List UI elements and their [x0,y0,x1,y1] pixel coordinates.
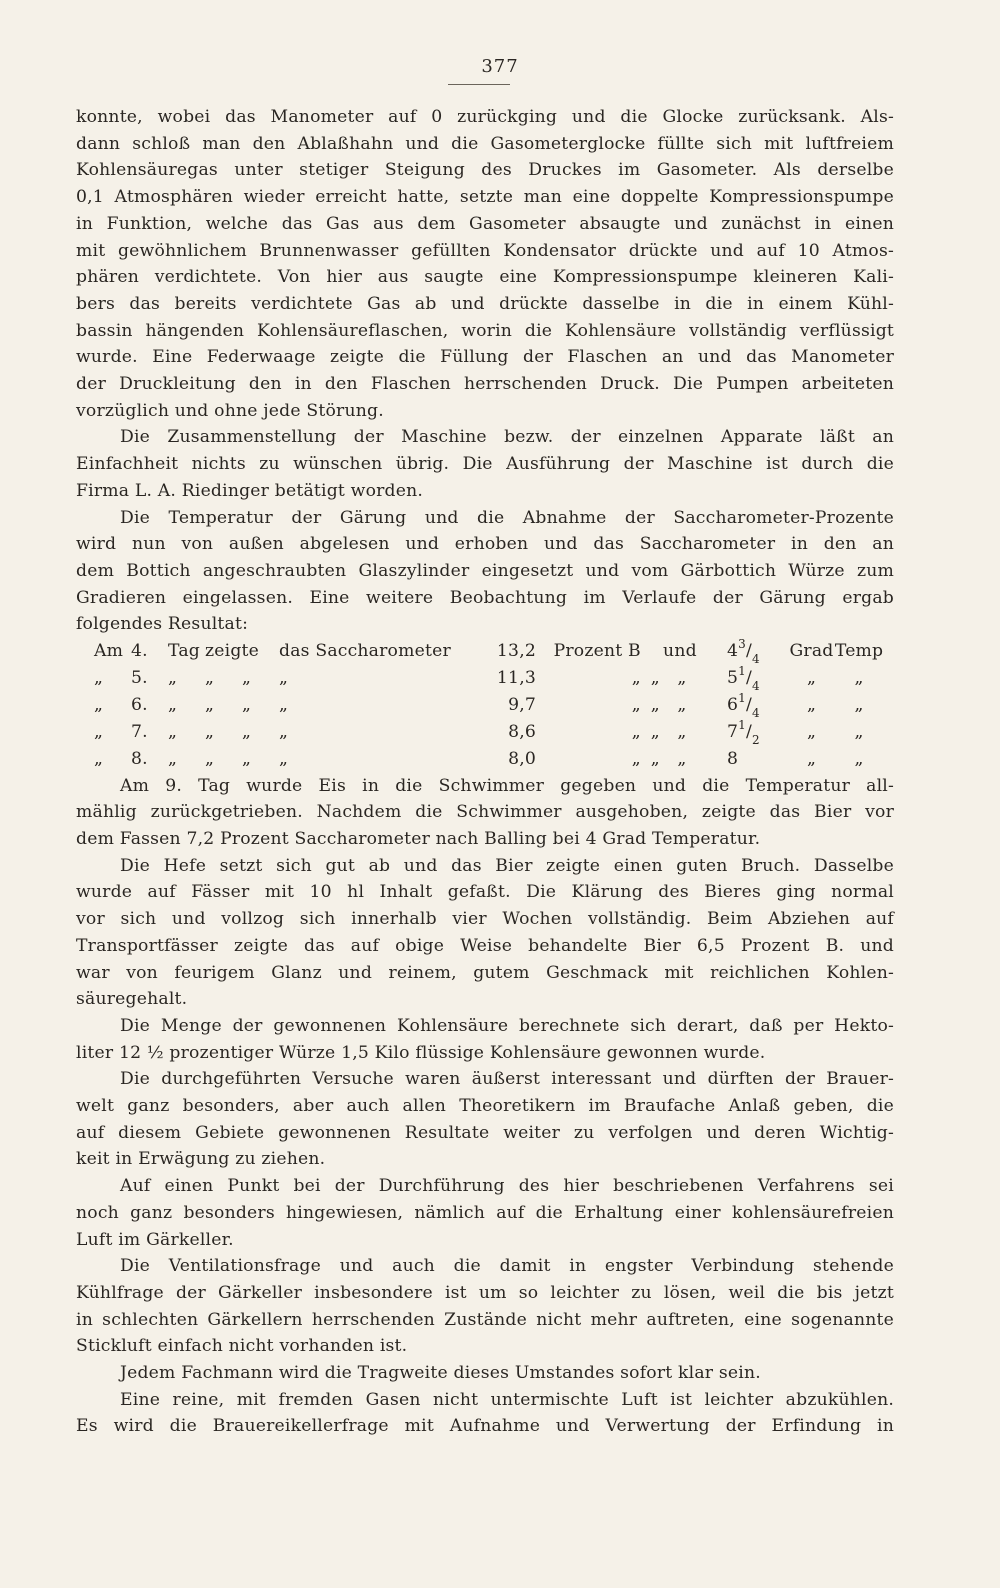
cell-value: 8,0 [508,748,536,769]
ditto-mark: „ [279,694,289,715]
ditto-mark: „ [677,694,687,715]
ditto-mark: „ [650,721,660,742]
text-line: wurde auf Fässer mit 10 hl Inhalt gefaßt. Die Klärung des Bieres ging normal [76,882,894,903]
table-row [94,665,884,692]
text-line: wird nun von außen abgelesen und erhoben und das Saccharometer in den an [76,534,894,555]
text-line: Jedem Fachmann wird die Tragweite dieses Umstandes sofort klar sein. [120,1363,761,1384]
cell-day: 8. [131,748,148,769]
cell-value: 9,7 [508,694,536,715]
paragraph-3 [76,505,894,639]
ditto-mark: „ [242,748,252,769]
text-line: Eine reine, mit fremden Gasen nicht untermischte Luft ist leichter abzukühlen. [120,1389,894,1410]
cell-das-saccharometer [279,638,474,665]
text-line: vorzüglich und ohne jede Störung. [76,400,384,421]
text-line: 0,1 Atmosphären wieder erreicht hatte, setzte man eine doppelte Kompressionspumpe [76,187,894,208]
paragraph-4 [76,773,894,853]
ditto-mark: „ [242,721,252,742]
paragraph-2 [76,424,894,504]
cell-temp: $7^1/2$ [726,717,760,747]
text-line: konnte, wobei das Manometer auf 0 zurückging und die Glocke zurücksank. Als- [76,107,894,127]
ditto-mark: „ [806,748,817,769]
text-line: dem Bottich angeschraubten Glaszylinder eingesetzt und vom Gärbottich Würze zum [76,560,894,581]
page-number-rule [448,84,510,85]
cell-temp: $4^3/4$ [726,637,760,666]
ditto-mark: „ [279,667,289,688]
ditto-mark: „ [205,748,215,769]
cell-temp: $5^1/4$ [726,663,760,693]
ditto-mark: „ [205,721,215,742]
text-line: Die Ventilationsfrage und auch die damit in engster Verbindung stehende [120,1256,894,1277]
cell-b: B [628,641,641,662]
text-line: Auf einen Punkt bei der Durchführung des hier beschriebenen Verfahrens sei [120,1176,894,1197]
cell-value: 8,6 [508,721,536,742]
table-row [94,719,884,746]
text-line: säuregehalt. [76,989,188,1010]
text-line: Die Menge der gewonnenen Kohlensäure berechnete sich derart, daß per Hekto- [120,1015,894,1036]
text-line: in schlechten Gärkellern herrschenden Zustände nicht mehr auftreten, eine sogenannte [76,1309,894,1330]
ditto-mark: „ [854,667,864,688]
ditto-mark: „ [94,721,104,742]
paragraph-9 [76,1253,894,1360]
ditto-mark: „ [806,694,817,715]
cell-day: 7. [131,721,148,742]
ditto-mark: „ [631,694,641,715]
text-line: folgendes Resultat: [76,614,249,635]
text-line: der Druckleitung den in den Flaschen herrschenden Druck. Die Pumpen arbeiteten [76,374,894,395]
text-line: liter 12 ½ prozentiger Würze 1,5 Kilo flüssige Kohlensäure gewonnen wurde. [76,1042,766,1063]
text-line: Kühlfrage der Gärkeller insbesondere ist um so leichter zu lösen, weil die bis jetzt [76,1282,894,1303]
text-line: phären verdichtete. Von hier aus saugte eine Kompressionspumpe kleineren Kali- [76,267,894,288]
page-number: 377 [481,56,519,77]
paragraph-10 [76,1360,894,1387]
text-line: Gradieren eingelassen. Eine weitere Beobachtung im Verlaufe der Gärung ergab [76,587,894,608]
text-line: Kohlensäuregas unter stetiger Steigung des Druckes im Gasometer. Als derselbe [76,160,894,181]
ditto-mark: „ [631,721,641,742]
ditto-mark: „ [677,667,687,688]
ditto-mark: „ [854,694,864,715]
cell-temp: $6^1/4$ [726,690,760,720]
cell-day: 5. [131,667,148,688]
text-line: Es wird die Brauereikellerfrage mit Aufnahme und Verwertung der Erfindung in [76,1416,894,1437]
cell-zeigte: zeigte [205,641,260,662]
text-line: vor sich und vollzog sich innerhalb vier Wochen vollständig. Beim Abziehen auf [76,909,894,930]
text-line: mit gewöhnlichem Brunnenwasser gefüllten Kondensator drückte und auf 10 Atmos- [76,240,894,261]
text-line: mählig zurückgetrieben. Nachdem die Schwimmer ausgehoben, zeigte das Bier vor [76,802,894,823]
paragraph-11 [76,1387,894,1440]
text-line: war von feurigem Glanz und reinem, gutem Geschmack mit reichlichen Kohlen- [76,962,894,983]
cell-das: das [279,641,310,662]
table-row [94,638,884,665]
ditto-mark: „ [631,667,641,688]
cell-grad: Grad [789,641,834,662]
ditto-mark: „ [168,667,178,688]
ditto-mark: „ [279,748,289,769]
ditto-mark: „ [854,748,864,769]
text-line: Die Zusammenstellung der Maschine bezw. der einzelnen Apparate läßt an [120,427,894,448]
ditto-mark: „ [94,748,104,769]
text-line: Transportfässer zeigte das auf obige Weise behandelte Bier 6,5 Prozent B. und [76,935,894,956]
text-line: wurde. Eine Federwaage zeigte die Füllung der Flaschen an und das Manometer [76,347,894,368]
cell-am: Am [94,641,124,662]
ditto-mark: „ [650,667,660,688]
cell-temp-label: Temp [834,641,884,662]
text-line: noch ganz besonders hingewiesen, nämlich auf die Erhaltung einer kohlensäurefreien [76,1202,894,1223]
ditto-mark: „ [94,694,104,715]
cell-day: 4. [131,641,148,662]
paragraph-6 [76,1013,894,1066]
cell-day: 6. [131,694,148,715]
text-line: Stickluft einfach nicht vorhanden ist. [76,1336,408,1357]
ditto-mark: „ [650,694,660,715]
text-line: Die Temperatur der Gärung und die Abnahme der Saccharometer-Prozente [120,507,894,528]
ditto-mark: „ [677,748,687,769]
ditto-mark: „ [806,721,817,742]
ditto-mark: „ [205,667,215,688]
table-row [94,746,884,773]
cell-saccharometer: Saccharometer [315,641,451,662]
body-text [76,104,894,1440]
text-line: dann schloß man den Ablaßhahn und die Gasometerglocke füllte sich mit luftfreiem [76,133,894,154]
text-line: Firma L. A. Riedinger betätigt worden. [76,480,424,501]
ditto-mark: „ [650,748,660,769]
text-line: auf diesem Gebiete gewonnenen Resultate weiter zu verfolgen und deren Wichtig- [76,1122,894,1143]
paragraph-5 [76,853,894,1013]
ditto-mark: „ [94,667,104,688]
text-line: dem Fassen 7,2 Prozent Saccharometer nach Balling bei 4 Grad Temperatur. [76,829,761,849]
text-line: welt ganz besonders, aber auch allen Theoretikern im Braufache Anlaß geben, die [76,1096,894,1117]
table-row [94,692,884,719]
paragraph-1 [76,104,894,424]
ditto-mark: „ [854,721,864,742]
ditto-mark: „ [168,694,178,715]
text-line: Luft im Gärkeller. [76,1229,234,1250]
text-line: Die Hefe setzt sich gut ab und das Bier zeigte einen guten Bruch. Dasselbe [120,855,894,876]
text-line: Am 9. Tag wurde Eis in die Schwimmer gegeben und die Temperatur all- [120,775,894,796]
ditto-mark: „ [168,748,178,769]
cell-value: 11,3 [496,667,536,688]
ditto-mark: „ [205,694,215,715]
ditto-mark: „ [279,721,289,742]
cell-unit [536,638,641,665]
ditto-mark: „ [168,721,178,742]
ditto-mark: „ [242,667,252,688]
text-line: bers das bereits verdichtete Gas ab und drückte dasselbe in die in einem Kühl- [76,293,894,314]
ditto-mark: „ [242,694,252,715]
paragraph-7 [76,1066,894,1173]
ditto-mark: „ [677,721,687,742]
cell-tag: Tag [168,641,200,662]
text-line: in Funktion, welche das Gas aus dem Gasometer absaugte und zunächst in einen [76,213,894,234]
text-line: keit in Erwägung zu ziehen. [76,1149,326,1170]
cell-value: 13,2 [496,641,536,662]
paragraph-8 [76,1173,894,1253]
cell-und: und [663,641,697,662]
text-line: Die durchgeführten Versuche waren äußerst interessant und dürften der Brauer- [120,1069,894,1090]
text-line: Einfachheit nichts zu wünschen übrig. Die Ausführung der Maschine ist durch die [76,454,894,475]
ditto-mark: „ [631,748,641,769]
fermentation-table [94,638,884,773]
cell-prozent: Prozent [553,641,623,662]
ditto-mark: „ [806,667,817,688]
cell-temp: 8 [726,748,739,769]
text-line: bassin hängenden Kohlensäureflaschen, worin die Kohlensäure vollständig verflüssigt [76,320,894,341]
